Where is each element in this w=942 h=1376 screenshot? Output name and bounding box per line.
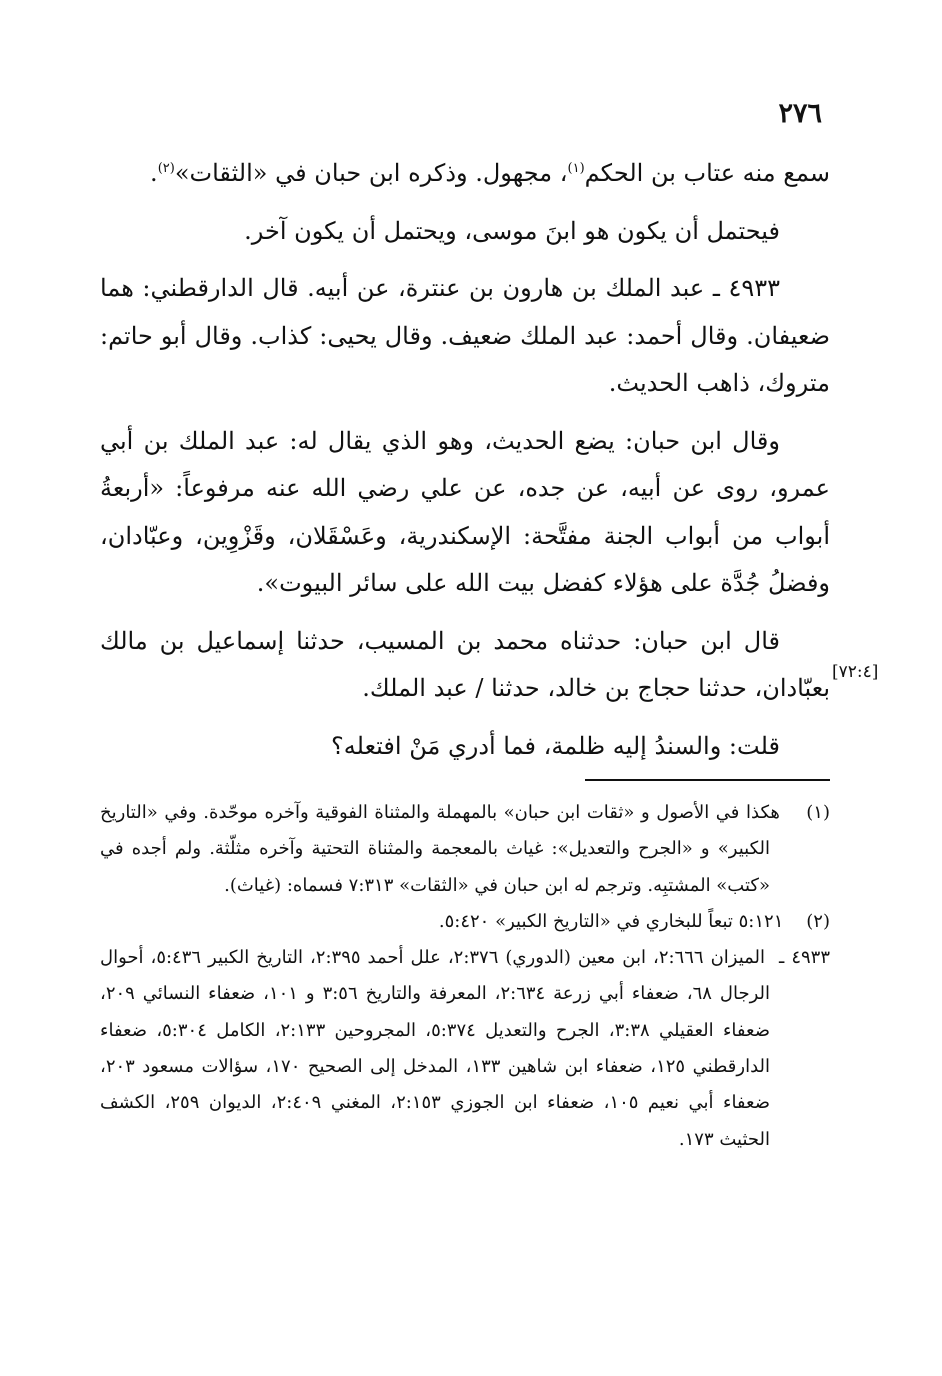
para1-text-b: ، مجهول. وذكره ابن حبان في «الثقات» bbox=[174, 159, 568, 187]
margin-reference: [٧٢:٤] bbox=[832, 662, 879, 682]
footnote-2-number: (٢) bbox=[806, 910, 830, 932]
paragraph-4: وقال ابن حبان: يضع الحديث، وهو الذي يقال له: عبد الملك بن أبي عمرو، روى عن أبيه، عن جده، عن علي رضي الله عنه مرفوعاً: «أربعةُ أبواب من أبواب الجنة مفتَّحة: الإسكندرية، وعَسْقَلان، وقَزْوِين، وعبّادان، وفضلُ جُدَّة على هؤلاء كفضل بيت الله على سائر البيوت». bbox=[100, 426, 830, 597]
page-number: ٢٧٦ bbox=[778, 98, 822, 129]
paragraph-6: قلت: والسندُ إليه ظلمة، فما أدري مَنْ افتعله؟ bbox=[331, 731, 780, 760]
footnote-1 bbox=[100, 795, 830, 904]
footnote-1-number: (١) bbox=[806, 802, 830, 823]
para1-text-a: سمع منه عتاب بن الحكم bbox=[584, 159, 830, 187]
entry-4933: ٤٩٣٣ ـ عبد الملك بن هارون بن عنترة، عن أبيه. قال الدارقطني: هما ضعيفان. وقال أحمد: عبد الملك ضعيف. وقال يحيى: كذاب. وقال أبو حاتم: متروك، ذاهب الحديث. bbox=[100, 274, 830, 397]
sources-note-number: ٤٩٣٣ ـ bbox=[779, 947, 830, 969]
footnotes bbox=[100, 795, 830, 1158]
sources-note-text: الميزان ٢:٦٦٦، ابن معين (الدوري) ٢:٣٧٦، علل أحمد ٢:٣٩٥، التاريخ الكبير ٥:٤٣٦، أحوال الرجال ٦٨، ضعفاء أبي زرعة ٢:٦٣٤، المعرفة والتاريخ ٣:٥٦ و ١٠١، ضعفاء النسائي ٢٠٩، ضعفاء العقيلي ٣:٣٨، الجرح والتعديل ٥:٣٧٤، المجروحين ٢:١٣٣، الكامل ٥:٣٠٤، ضعفاء الدارقطني ١٢٥، ضعفاء ابن شاهين ١٣٣، المدخل إلى الصحيح ١٧٠، سؤالات مسعود ٢٠٣، ضعفاء أبي نعيم ١٠٥، ضعفاء ابن الجوزي ٢:١٥٣، المغني ٢:٤٠٩، الديوان ٢٥٩، الكشف الحثيث ١٧٣. bbox=[100, 947, 771, 1150]
footnote-2 bbox=[100, 904, 830, 940]
para1-text-c: . bbox=[150, 159, 158, 187]
sources-note bbox=[100, 940, 830, 1158]
paragraph-5: قال ابن حبان: حدثناه محمد بن المسيب، حدثنا إسماعيل بن مالك بعبّادان، حدثنا حجاج بن خالد، حدثنا / عبد الملك. bbox=[100, 626, 830, 702]
footnote-1-text: هكذا في الأصول و «ثقات ابن حبان» بالمهملة والمثناة الفوقية وآخره موحّدة. وفي «التاريخ الكبير» و «الجرح والتعديل»: غياث بالمعجمة والمثناة التحتية وآخره مثلّثة. ولم أجده في «كتب» المشتبِه. وترجم له ابن حبان في «الثقات» ٧:٣١٣ فسماه: (غياث). bbox=[100, 802, 780, 896]
footnote-ref-2[interactable]: (٢) bbox=[157, 161, 175, 176]
footnote-2-text: ٥:١٢١ تبعاً للبخاري في «التاريخ الكبير» ٥:٤٢٠. bbox=[438, 910, 784, 932]
footnote-separator bbox=[585, 779, 830, 781]
paragraph-1 bbox=[100, 150, 830, 198]
paragraph-2: فيحتمل أن يكون هو ابنَ موسى، ويحتمل أن يكون آخر. bbox=[244, 216, 780, 245]
footnote-ref-1[interactable]: (١) bbox=[567, 161, 585, 176]
main-text bbox=[100, 150, 830, 780]
